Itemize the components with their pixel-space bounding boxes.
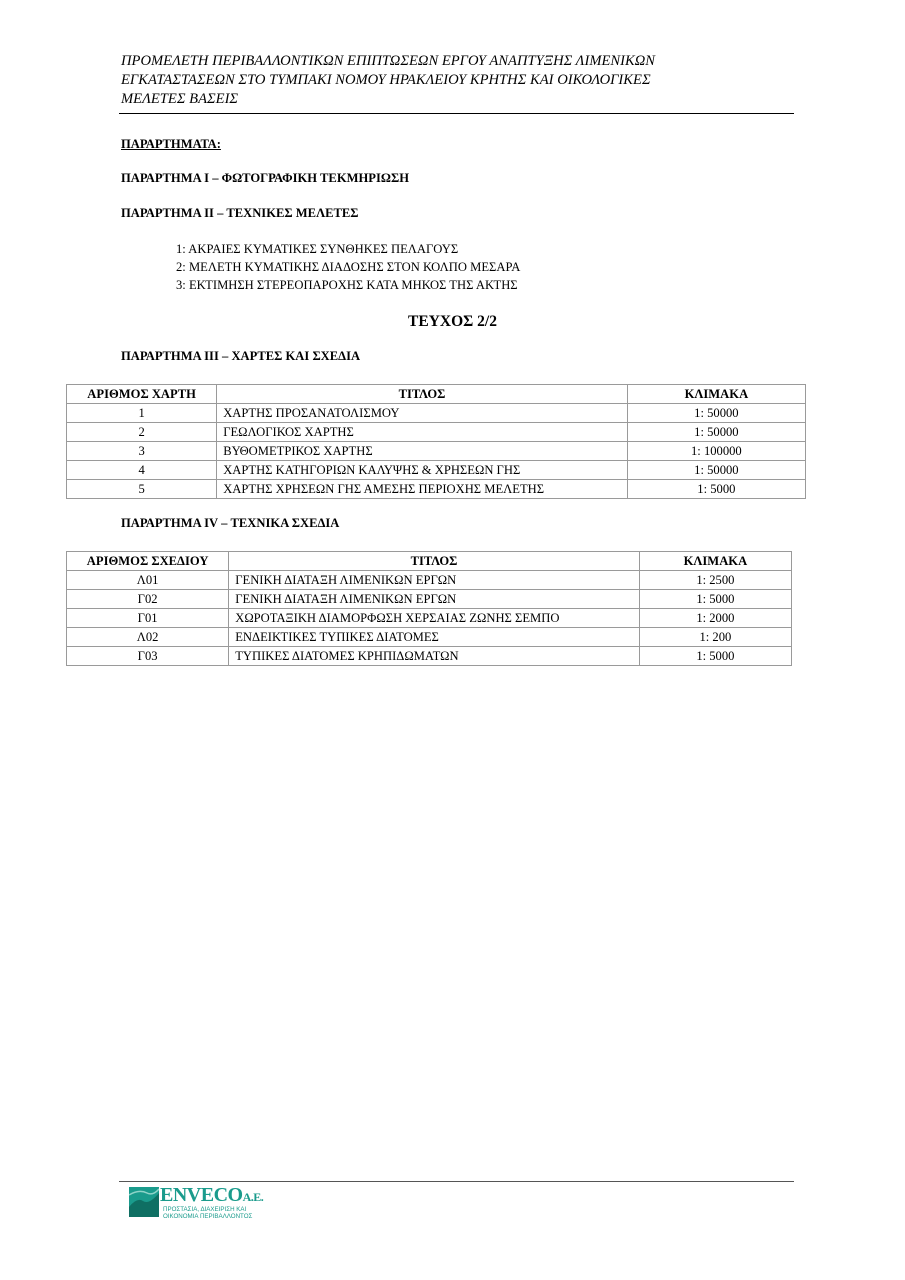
column-header: ΚΛΙΜΑΚΑ (627, 385, 805, 404)
map-title: ΧΑΡΤΗΣ ΚΑΤΗΓΟΡΙΩΝ ΚΑΛΥΨΗΣ & ΧΡΗΣΕΩΝ ΓΗΣ (217, 461, 628, 480)
map-scale: 1: 100000 (627, 442, 805, 461)
document-header (121, 52, 793, 109)
drawing-number: Λ01 (67, 571, 229, 590)
technical-studies-list (176, 240, 520, 294)
map-number: 4 (67, 461, 217, 480)
drawings-table (66, 551, 792, 666)
drawing-title: ΕΝΔΕΙΚΤΙΚΕΣ ΤΥΠΙΚΕΣ ΔΙΑΤΟΜΕΣ (229, 628, 640, 647)
table-row (67, 461, 806, 480)
map-number: 3 (67, 442, 217, 461)
map-number: 5 (67, 480, 217, 499)
map-scale: 1: 5000 (627, 480, 805, 499)
map-scale: 1: 50000 (627, 404, 805, 423)
drawing-title: ΤΥΠΙΚΕΣ ΔΙΑΤΟΜΕΣ ΚΡΗΠΙΔΩΜΑΤΩΝ (229, 647, 640, 666)
footer-divider (119, 1181, 794, 1182)
column-header: ΤΙΤΛΟΣ (229, 552, 640, 571)
study-item: 3: ΕΚΤΙΜΗΣΗ ΣΤΕΡΕΟΠΑΡΟΧΗΣ ΚΑΤΑ ΜΗΚΟΣ ΤΗΣ ΑΚΤΗΣ (176, 278, 518, 292)
column-header: ΤΙΤΛΟΣ (217, 385, 628, 404)
table-row (67, 628, 792, 647)
volume-title: ΤΕΥΧΟΣ 2/2 (408, 313, 497, 330)
table-header-row (67, 385, 806, 404)
drawing-number: Λ02 (67, 628, 229, 647)
drawing-title: ΓΕΝΙΚΗ ΔΙΑΤΑΞΗ ΛΙΜΕΝΙΚΩΝ ΕΡΓΩΝ (229, 571, 640, 590)
column-header: ΑΡΙΘΜΟΣ ΣΧΕΔΙΟΥ (67, 552, 229, 571)
maps-table (66, 384, 806, 499)
map-scale: 1: 50000 (627, 461, 805, 480)
map-title: ΧΑΡΤΗΣ ΧΡΗΣΕΩΝ ΓΗΣ ΑΜΕΣΗΣ ΠΕΡΙΟΧΗΣ ΜΕΛΕΤΗΣ (217, 480, 628, 499)
drawing-number: Γ01 (67, 609, 229, 628)
header-line: ΠΡΟΜΕΛΕΤΗ ΠΕΡΙΒΑΛΛΟΝΤΙΚΩΝ ΕΠΙΠΤΩΣΕΩΝ ΕΡΓΟΥ ΑΝΑΠΤΥΞΗΣ ΛΙΜΕΝΙΚΩΝ (121, 53, 656, 69)
map-title: ΧΑΡΤΗΣ ΠΡΟΣΑΝΑΤΟΛΙΣΜΟΥ (217, 404, 628, 423)
map-number: 2 (67, 423, 217, 442)
map-scale: 1: 50000 (627, 423, 805, 442)
header-line: ΕΓΚΑΤΑΣΤΑΣΕΩΝ ΣΤΟ ΤΥΜΠΑΚΙ ΝΟΜΟΥ ΗΡΑΚΛΕΙΟΥ ΚΡΗΤΗΣ ΚΑΙ ΟΙΚΟΛΟΓΙΚΕΣ (121, 72, 651, 88)
table-row (67, 442, 806, 461)
annex-3-title: ΠΑΡΑΡΤΗΜΑ ΙΙΙ – ΧΑΡΤΕΣ ΚΑΙ ΣΧΕΔΙΑ (121, 349, 361, 363)
annex-2-title: ΠΑΡΑΡΤΗΜΑ ΙΙ – ΤΕΧΝΙΚΕΣ ΜΕΛΕΤΕΣ (121, 206, 359, 220)
study-item: 1: ΑΚΡΑΙΕΣ ΚΥΜΑΤΙΚΕΣ ΣΥΝΘΗΚΕΣ ΠΕΛΑΓΟΥΣ (176, 242, 459, 256)
table-row (67, 647, 792, 666)
column-header: ΚΛΙΜΑΚΑ (639, 552, 791, 571)
map-title: ΓΕΩΛΟΓΙΚΟΣ ΧΑΡΤΗΣ (217, 423, 628, 442)
drawing-scale: 1: 2500 (639, 571, 791, 590)
table-row (67, 423, 806, 442)
drawing-scale: 1: 2000 (639, 609, 791, 628)
table-row (67, 571, 792, 590)
drawing-scale: 1: 200 (639, 628, 791, 647)
table-row (67, 590, 792, 609)
annex-1-title: ΠΑΡΑΡΤΗΜΑ Ι – ΦΩΤΟΓΡΑΦΙΚΗ ΤΕΚΜΗΡΙΩΣΗ (121, 171, 410, 185)
table-header-row (67, 552, 792, 571)
drawing-title: ΓΕΝΙΚΗ ΔΙΑΤΑΞΗ ΛΙΜΕΝΙΚΩΝ ΕΡΓΩΝ (229, 590, 640, 609)
logo-mark-icon (129, 1187, 159, 1217)
drawing-number: Γ03 (67, 647, 229, 666)
company-logo (129, 1186, 279, 1222)
annexes-heading: ΠΑΡΑΡΤΗΜΑΤΑ: (121, 137, 221, 151)
drawing-scale: 1: 5000 (639, 647, 791, 666)
header-divider (119, 113, 794, 114)
map-title: ΒΥΘΟΜΕΤΡΙΚΟΣ ΧΑΡΤΗΣ (217, 442, 628, 461)
column-header: ΑΡΙΘΜΟΣ ΧΑΡΤΗ (67, 385, 217, 404)
logo-tagline: ΠΡΟΣΤΑΣΙΑ, ΔΙΑΧΕΙΡΙΣΗ ΚΑΙ ΟΙΚΟΝΟΜΙΑ ΠΕΡΙΒΑΛΛΟΝΤΟΣ (163, 1206, 253, 1220)
header-line: ΜΕΛΕΤΕΣ ΒΑΣΕΙΣ (121, 91, 239, 107)
drawing-title: ΧΩΡΟΤΑΞΙΚΗ ΔΙΑΜΟΡΦΩΣΗ ΧΕΡΣΑΙΑΣ ΖΩΝΗΣ ΣΕΜΠΟ (229, 609, 640, 628)
drawing-number: Γ02 (67, 590, 229, 609)
logo-name: ENVECOA.E. (160, 1184, 264, 1206)
map-number: 1 (67, 404, 217, 423)
table-row (67, 609, 792, 628)
study-item: 2: ΜΕΛΕΤΗ ΚΥΜΑΤΙΚΗΣ ΔΙΑΔΟΣΗΣ ΣΤΟΝ ΚΟΛΠΟ ΜΕΣΑΡΑ (176, 260, 521, 274)
table-row (67, 480, 806, 499)
annex-4-title: ΠΑΡΑΡΤΗΜΑ IV – ΤΕΧΝΙΚΑ ΣΧΕΔΙΑ (121, 516, 340, 530)
table-row (67, 404, 806, 423)
drawing-scale: 1: 5000 (639, 590, 791, 609)
